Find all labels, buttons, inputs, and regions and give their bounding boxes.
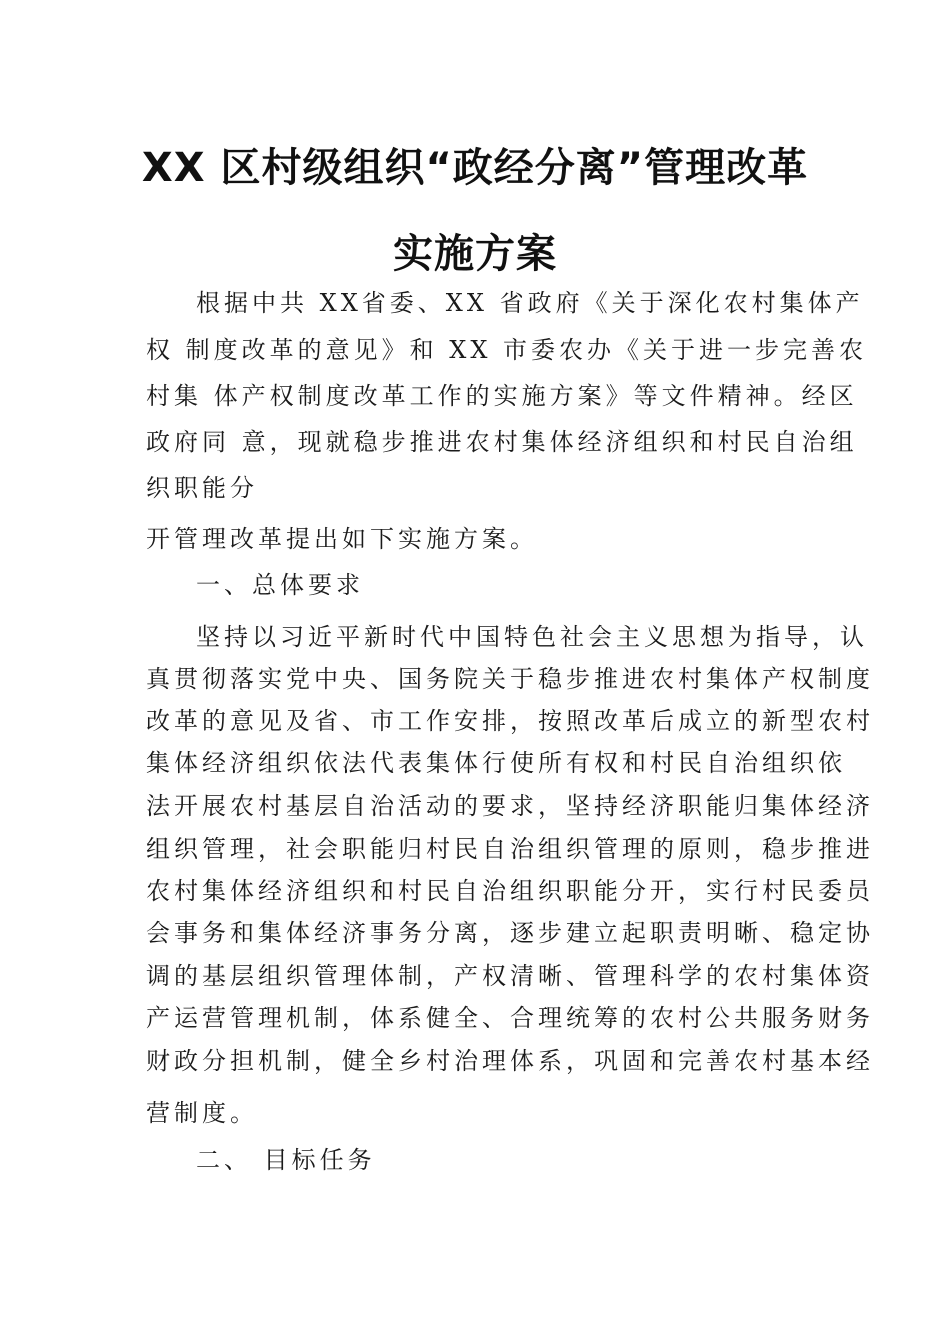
paragraph-line: 集体经济组织依法代表集体行使所有权和村民自治组织依 (146, 749, 846, 777)
paragraph-line: 财政分担机制，健全乡村治理体系，巩固和完善农村基本经 (146, 1047, 874, 1075)
paragraph-line: 产运营管理机制，体系健全、合理统筹的农村公共服务财务 (146, 1004, 874, 1032)
document-title-continued: 实施方案 (393, 231, 557, 277)
paragraph-line: 织职能分 (146, 474, 258, 502)
paragraph-line: 营制度。 (146, 1099, 258, 1127)
paragraph-line: 组织管理，社会职能归村民自治组织管理的原则，稳步推进 (146, 835, 874, 863)
paragraph-line: 会事务和集体经济事务分离，逐步建立起职责明晰、稳定协 (146, 919, 874, 947)
paragraph-line: 法开展农村基层自治活动的要求，坚持经济职能归集体经济 (146, 792, 874, 820)
paragraph-line: 政府同 意，现就稳步推进农村集体经济组织和村民自治组 (146, 428, 858, 456)
paragraph-line: 根据中共 XX省委、XX 省政府《关于深化农村集体产 (196, 289, 864, 317)
paragraph-line: 调的基层组织管理体制，产权清晰、管理科学的农村集体资 (146, 962, 874, 990)
paragraph-line: 村集 体产权制度改革工作的实施方案》等文件精神。经区 (146, 382, 858, 410)
section-heading: 一、总体要求 (196, 571, 364, 599)
section-heading: 二、 目标任务 (196, 1146, 376, 1174)
paragraph-line: 农村集体经济组织和村民自治组织职能分开，实行村民委员 (146, 877, 874, 905)
paragraph-line: 权 制度改革的意见》和 XX 市委农办《关于进一步完善农 (146, 336, 868, 364)
paragraph-line: 开管理改革提出如下实施方案。 (146, 525, 538, 553)
paragraph-line: 真贯彻落实党中央、国务院关于稳步推进农村集体产权制度 (146, 665, 874, 693)
paragraph-line: 坚持以习近平新时代中国特色社会主义思想为指导，认 (196, 623, 868, 651)
paragraph-line: 改革的意见及省、市工作安排，按照改革后成立的新型农村 (146, 707, 874, 735)
document-title: XX 区村级组织“政经分离”管理改革 (141, 145, 809, 191)
